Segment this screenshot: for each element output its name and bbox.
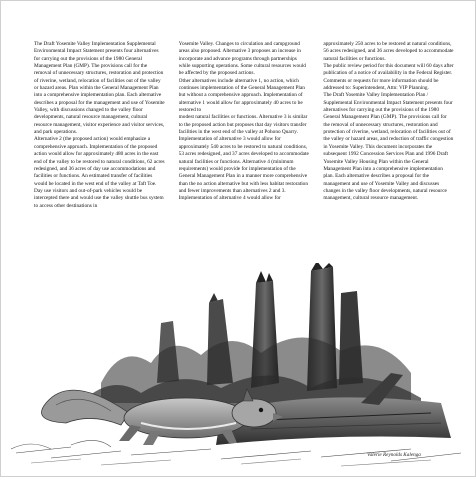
paragraph: Yosemite Valley. Changes to circulation and campground areas also proposed. Alternative 3 proposes an increase in incorporate and advance programs through partnerships while supporting operations. Some cultural resources would be affected by the proposed actions. <box>178 41 306 77</box>
paragraph: Other alternatives include alternative 1, no action, which continues implementation of the General Management Plan but without a comprehensive approach. Implementation of alternative 1 would allow for approximately 40 acres to be restored to <box>178 77 305 114</box>
paragraph: The Draft Yosemite Valley Implementation Plan / Supplemental Environmental Impact Statement presents four alternatives for carrying out the provisions of the 1980 General Management Plan (GMP). The provisions call for the removal of unnecessary structures, restoration and protection of riverine, wetland, relocation of facilities out of the valley or hazard areas, and reduction of traffic congestion in Yosemite Valley. This document incorporates the subsequent 1992 Concession Services Plan and 1996 Draft Yosemite Valley Housing Plan within the General Management Plan into a comprehensive implementation plan. Each alternative describes a proposal for the management and use of Yosemite Valley and discusses changes in the valley floor developments, natural resource management, cultural resource management. <box>323 92 454 202</box>
text-columns <box>34 41 454 266</box>
paragraph: modest natural facilities or functions. Alternative 3 is similar to the proposed action but proposes that day visitors transfer facilities in the west end of the valley at Pohono Quarry. Implementation of alternative 3 would allow for approximately 540 acres to be restored to natural conditions, 53 acres redesigned, and 37 acres developed to accommodate natural facilities or functions. Alternative 4 (minimum requirements) would provide for implementation of the General Management Plan in a manner more comprehensive than the no action alternative but with less habitat restoration and fewer improvements than alternatives 2 and 3. Implementation of alternative 4 would allow for <box>178 114 309 202</box>
text-column-2 <box>179 41 310 266</box>
paragraph: Alternative 2 (the proposed action) would emphasize a comprehensive approach. Implementation of the proposed action would allow for approximately 480 acres in the east end of the valley to be restored to natural conditions, 62 acres redesigned, and 36 acres of day use accommodations and facilities or functions. An estimated transfer of facilities would be located in the west end of the valley at Taft Toe. Day use visitors and out-of-park vehicles would be intercepted there and would use the valley shuttle bus system to access other destinations in <box>34 136 165 209</box>
paragraph: The public review period for this document will 60 days after publication of a notice of availability in the Federal Register. Comments or requests for more information should be addressed to: Superintendent, Attn: VIP Planning. <box>323 63 454 92</box>
paragraph: The Draft Yosemite Valley Implementation Supplemental Environmental Impact Statement presents four alternatives for carrying out the provisions of the 1980 General Management Plan (GMP). The provisions call for the removal of unnecessary structures, restoration and protection of riverine, wetland, relocation of facilities out of the valley or hazard areas. Plan within the General Management Plan into a comprehensive implementation plan. Each alternative describes a proposal for the management and use of Yosemite Valley, with discussions changed to the valley floor developments, natural resource management, cultural resource management, visitor experience and visitor services, and park operations. <box>34 41 165 136</box>
artist-signature: Valerie Reynolds Kalenga <box>367 452 421 458</box>
paragraph: approximately 250 acres to be restored at natural conditions, 56 acres redesigned, and 36 acres developed to accommodate natural facilities or functions. <box>323 41 454 62</box>
text-column-3 <box>323 41 454 266</box>
text-column-1 <box>34 41 165 266</box>
squirrel-illustration <box>11 263 467 468</box>
